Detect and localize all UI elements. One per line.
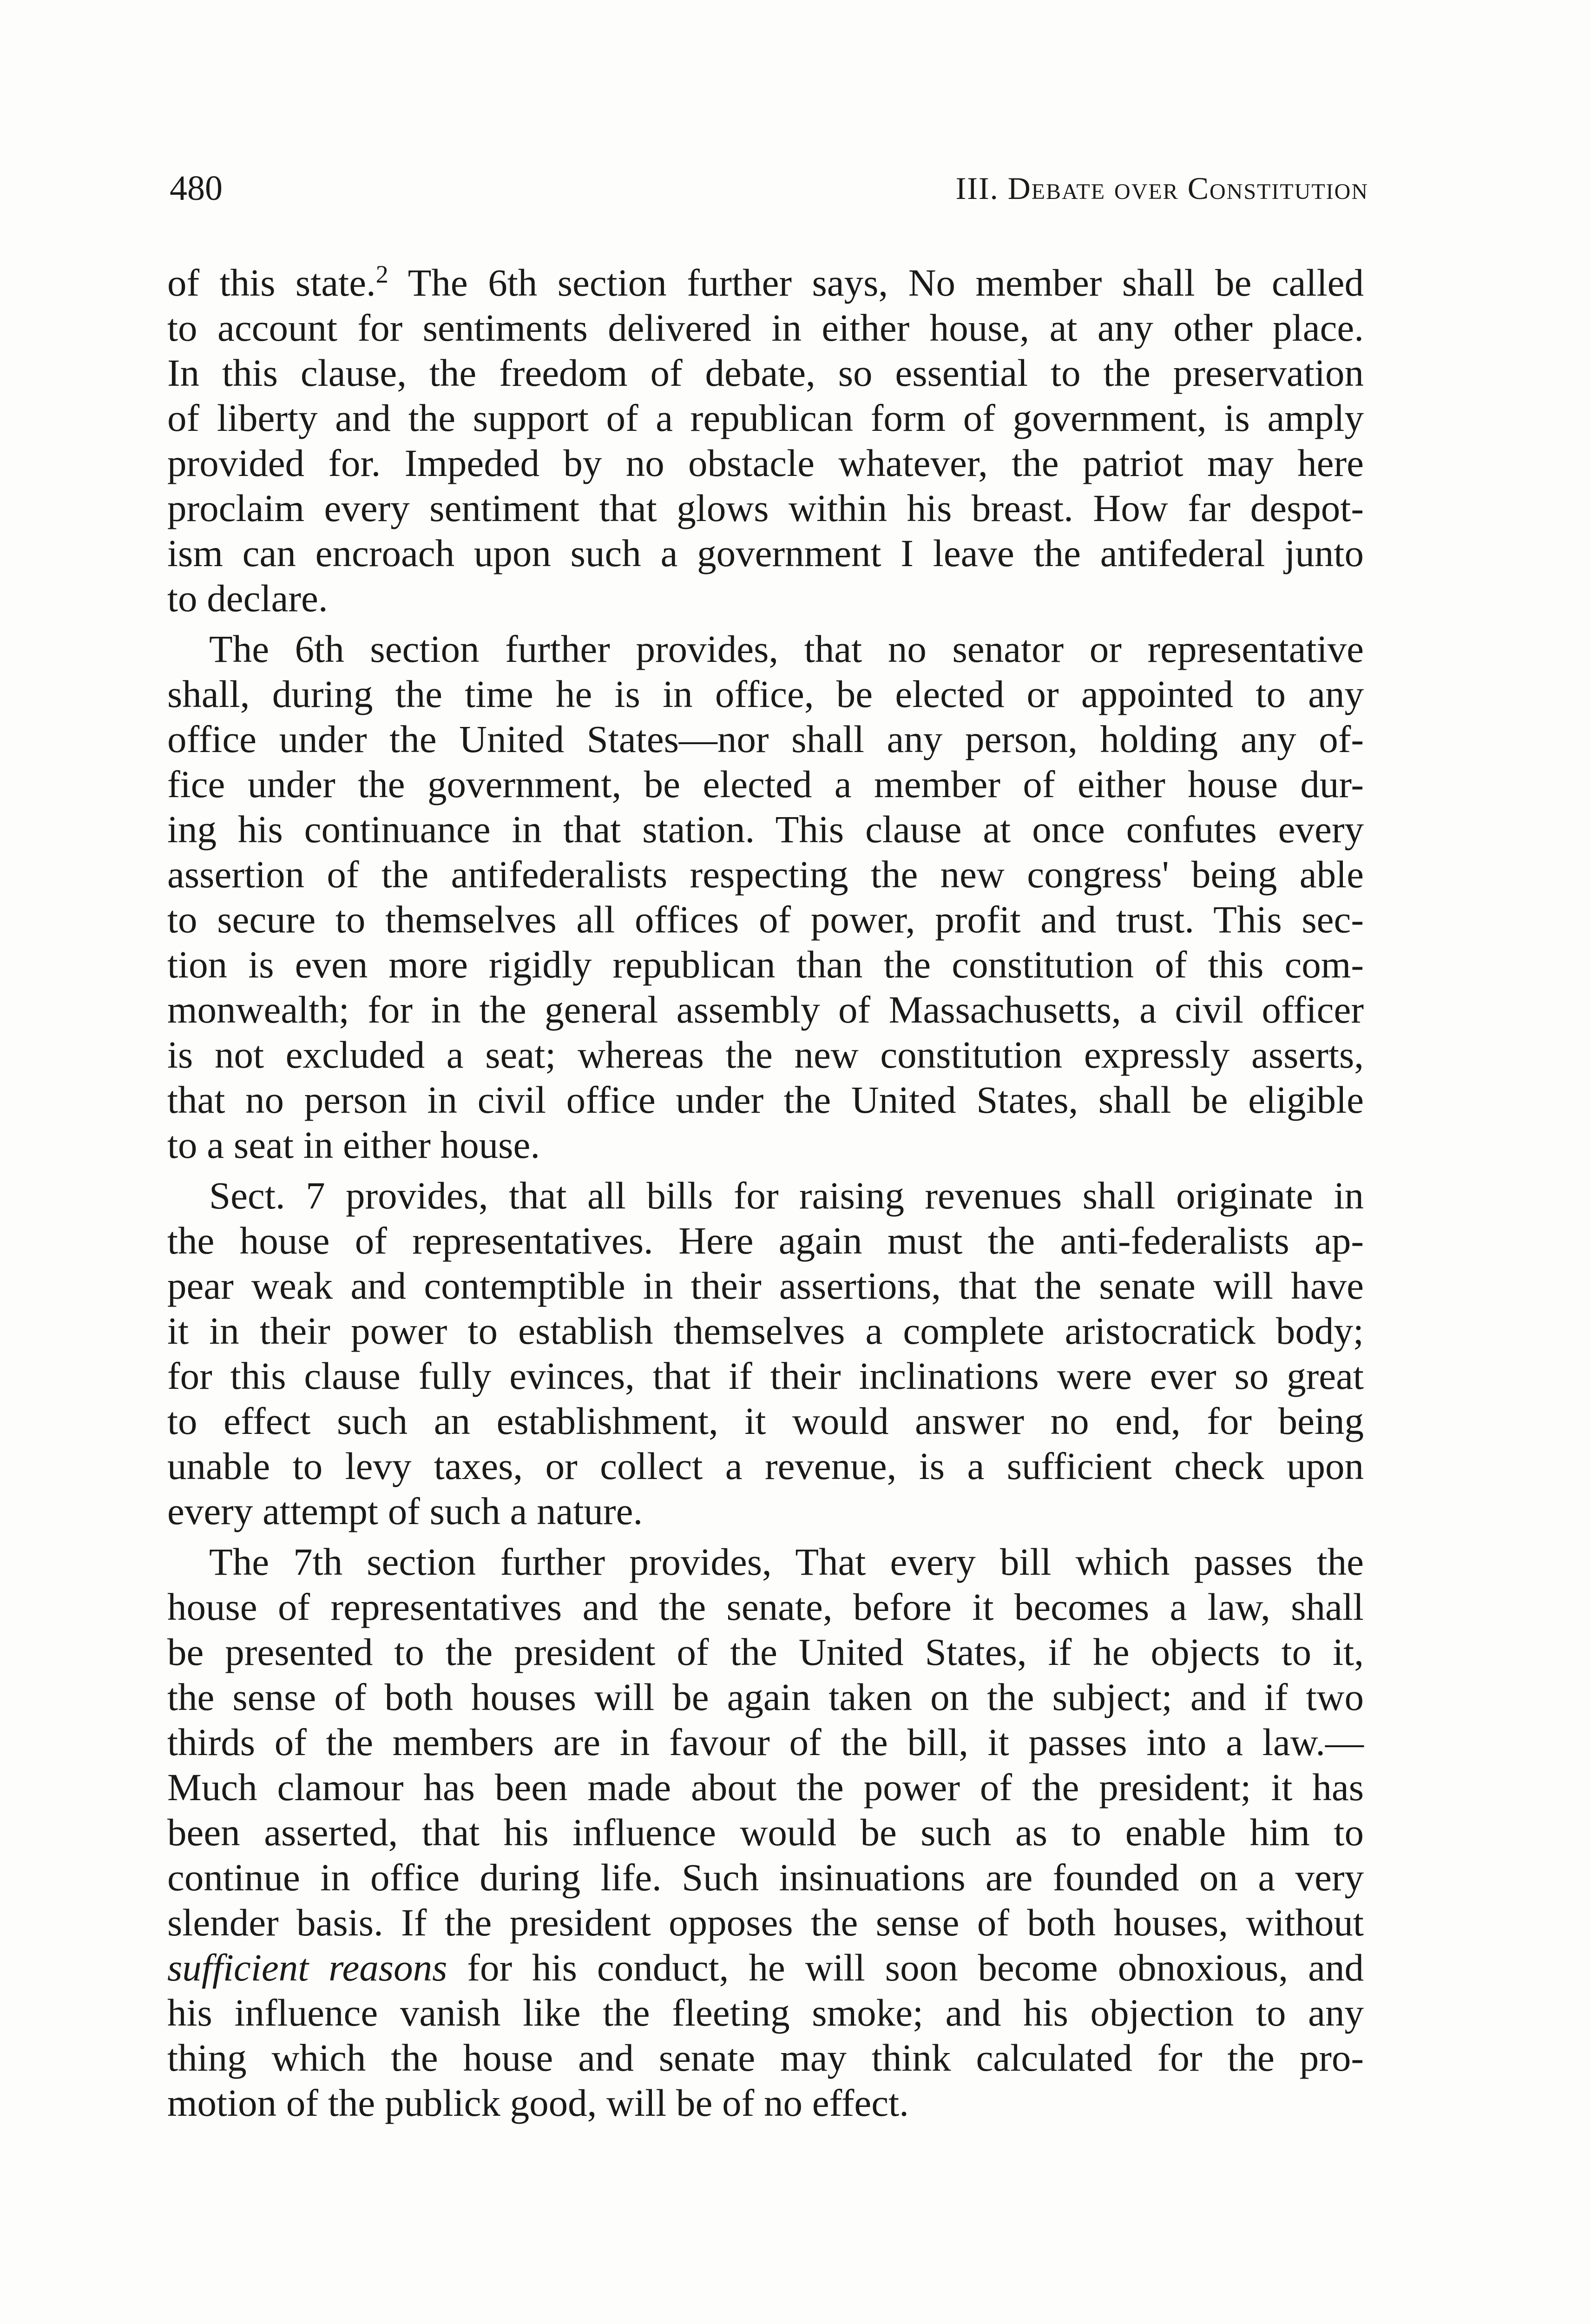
text-line: office under the United States—nor shall any person, holding any of- (167, 718, 1364, 760)
text-line: ism can encroach upon such a government I leave the antifederal junto (167, 532, 1364, 574)
text-line: his influence vanish like the fleeting smoke; and his objection to any (167, 1991, 1364, 2034)
text-line: that no person in civil office under the United States, shall be eligible (167, 1078, 1364, 1121)
text-line: The 6th section further provides, that no senator or representative (209, 627, 1364, 670)
text-line: to secure to themselves all offices of power, profit and trust. This sec- (167, 898, 1364, 941)
italic-phrase: sufficient reasons (167, 1946, 447, 1989)
text-line: been asserted, that his influence would be such as to enable him to (167, 1811, 1364, 1854)
text-line-segment: The 6th section further says, No member shall be called (408, 261, 1364, 304)
text-line: slender basis. If the president opposes the sense of both houses, without (167, 1901, 1364, 1944)
text-line: it in their power to establish themselves a complete aristocratick body; (167, 1309, 1364, 1352)
text-line-segment: for his conduct, he will soon become obnoxious, and (447, 1946, 1364, 1989)
text-line-segment: of this state. (167, 261, 376, 304)
text-line: Sect. 7 provides, that all bills for raising revenues shall originate in (209, 1174, 1364, 1217)
text-line: to declare. (167, 577, 328, 620)
text-line: assertion of the antifederalists respecting the new congress' being able (167, 853, 1364, 896)
footnote-reference: 2 (375, 260, 388, 288)
page-header (170, 165, 1368, 221)
text-line: shall, during the time he is in office, be elected or appointed to any (167, 673, 1364, 715)
text-line: the sense of both houses will be again taken on the subject; and if two (167, 1676, 1364, 1718)
text-line: proclaim every sentiment that glows within his breast. How far despot- (167, 487, 1364, 529)
text-line: the house of representatives. Here again must the anti-federalists ap- (167, 1219, 1364, 1262)
text-line: for this clause fully evinces, that if their inclinations were ever so great (167, 1354, 1364, 1397)
text-line: be presented to the president of the United States, if he objects to it, (167, 1631, 1364, 1673)
text-line: unable to levy taxes, or collect a revenue, is a sufficient check upon (167, 1445, 1364, 1487)
text-line: provided for. Impeded by no obstacle whatever, the patriot may here (167, 442, 1364, 484)
text-line: The 7th section further provides, That every bill which passes the (209, 1540, 1364, 1583)
text-line: to a seat in either house. (167, 1123, 540, 1166)
text-line: every attempt of such a nature. (167, 1490, 643, 1532)
text-line: In this clause, the freedom of debate, so essential to the preservation (167, 351, 1364, 394)
text-line: continue in office during life. Such insinuations are founded on a very (167, 1856, 1364, 1899)
paragraph-1 (167, 260, 1364, 621)
text-line: house of representatives and the senate, before it becomes a law, shall (167, 1585, 1364, 1628)
text-line: tion is even more rigidly republican than the constitution of this com- (167, 943, 1364, 986)
body-text (167, 260, 1364, 2126)
text-line: motion of the publick good, will be of no effect. (167, 2081, 909, 2124)
text-line: is not excluded a seat; whereas the new constitution expressly asserts, (167, 1033, 1364, 1076)
text-line: Much clamour has been made about the power of the president; it has (167, 1766, 1364, 1809)
page-number: 480 (170, 169, 223, 208)
running-head: III. Debate over Constitution (955, 171, 1368, 206)
text-line: of liberty and the support of a republican form of government, is amply (167, 396, 1364, 439)
paragraph-2 (167, 627, 1364, 1168)
text-line (167, 260, 1364, 305)
text-line: monwealth; for in the general assembly of Massachusetts, a civil officer (167, 988, 1364, 1031)
paragraph-3 (167, 1173, 1364, 1534)
paragraph-4 (167, 1539, 1364, 2126)
text-line: fice under the government, be elected a member of either house dur- (167, 763, 1364, 805)
text-line: ing his continuance in that station. This clause at once confutes every (167, 808, 1364, 851)
text-line (167, 1945, 1364, 1990)
text-line: to account for sentiments delivered in either house, at any other place. (167, 306, 1364, 349)
text-line: to effect such an establishment, it would answer no end, for being (167, 1400, 1364, 1442)
text-line: thirds of the members are in favour of the bill, it passes into a law.— (167, 1721, 1364, 1763)
text-line: pear weak and contemptible in their assertions, that the senate will have (167, 1264, 1364, 1307)
text-line: thing which the house and senate may think calculated for the pro- (167, 2036, 1364, 2079)
